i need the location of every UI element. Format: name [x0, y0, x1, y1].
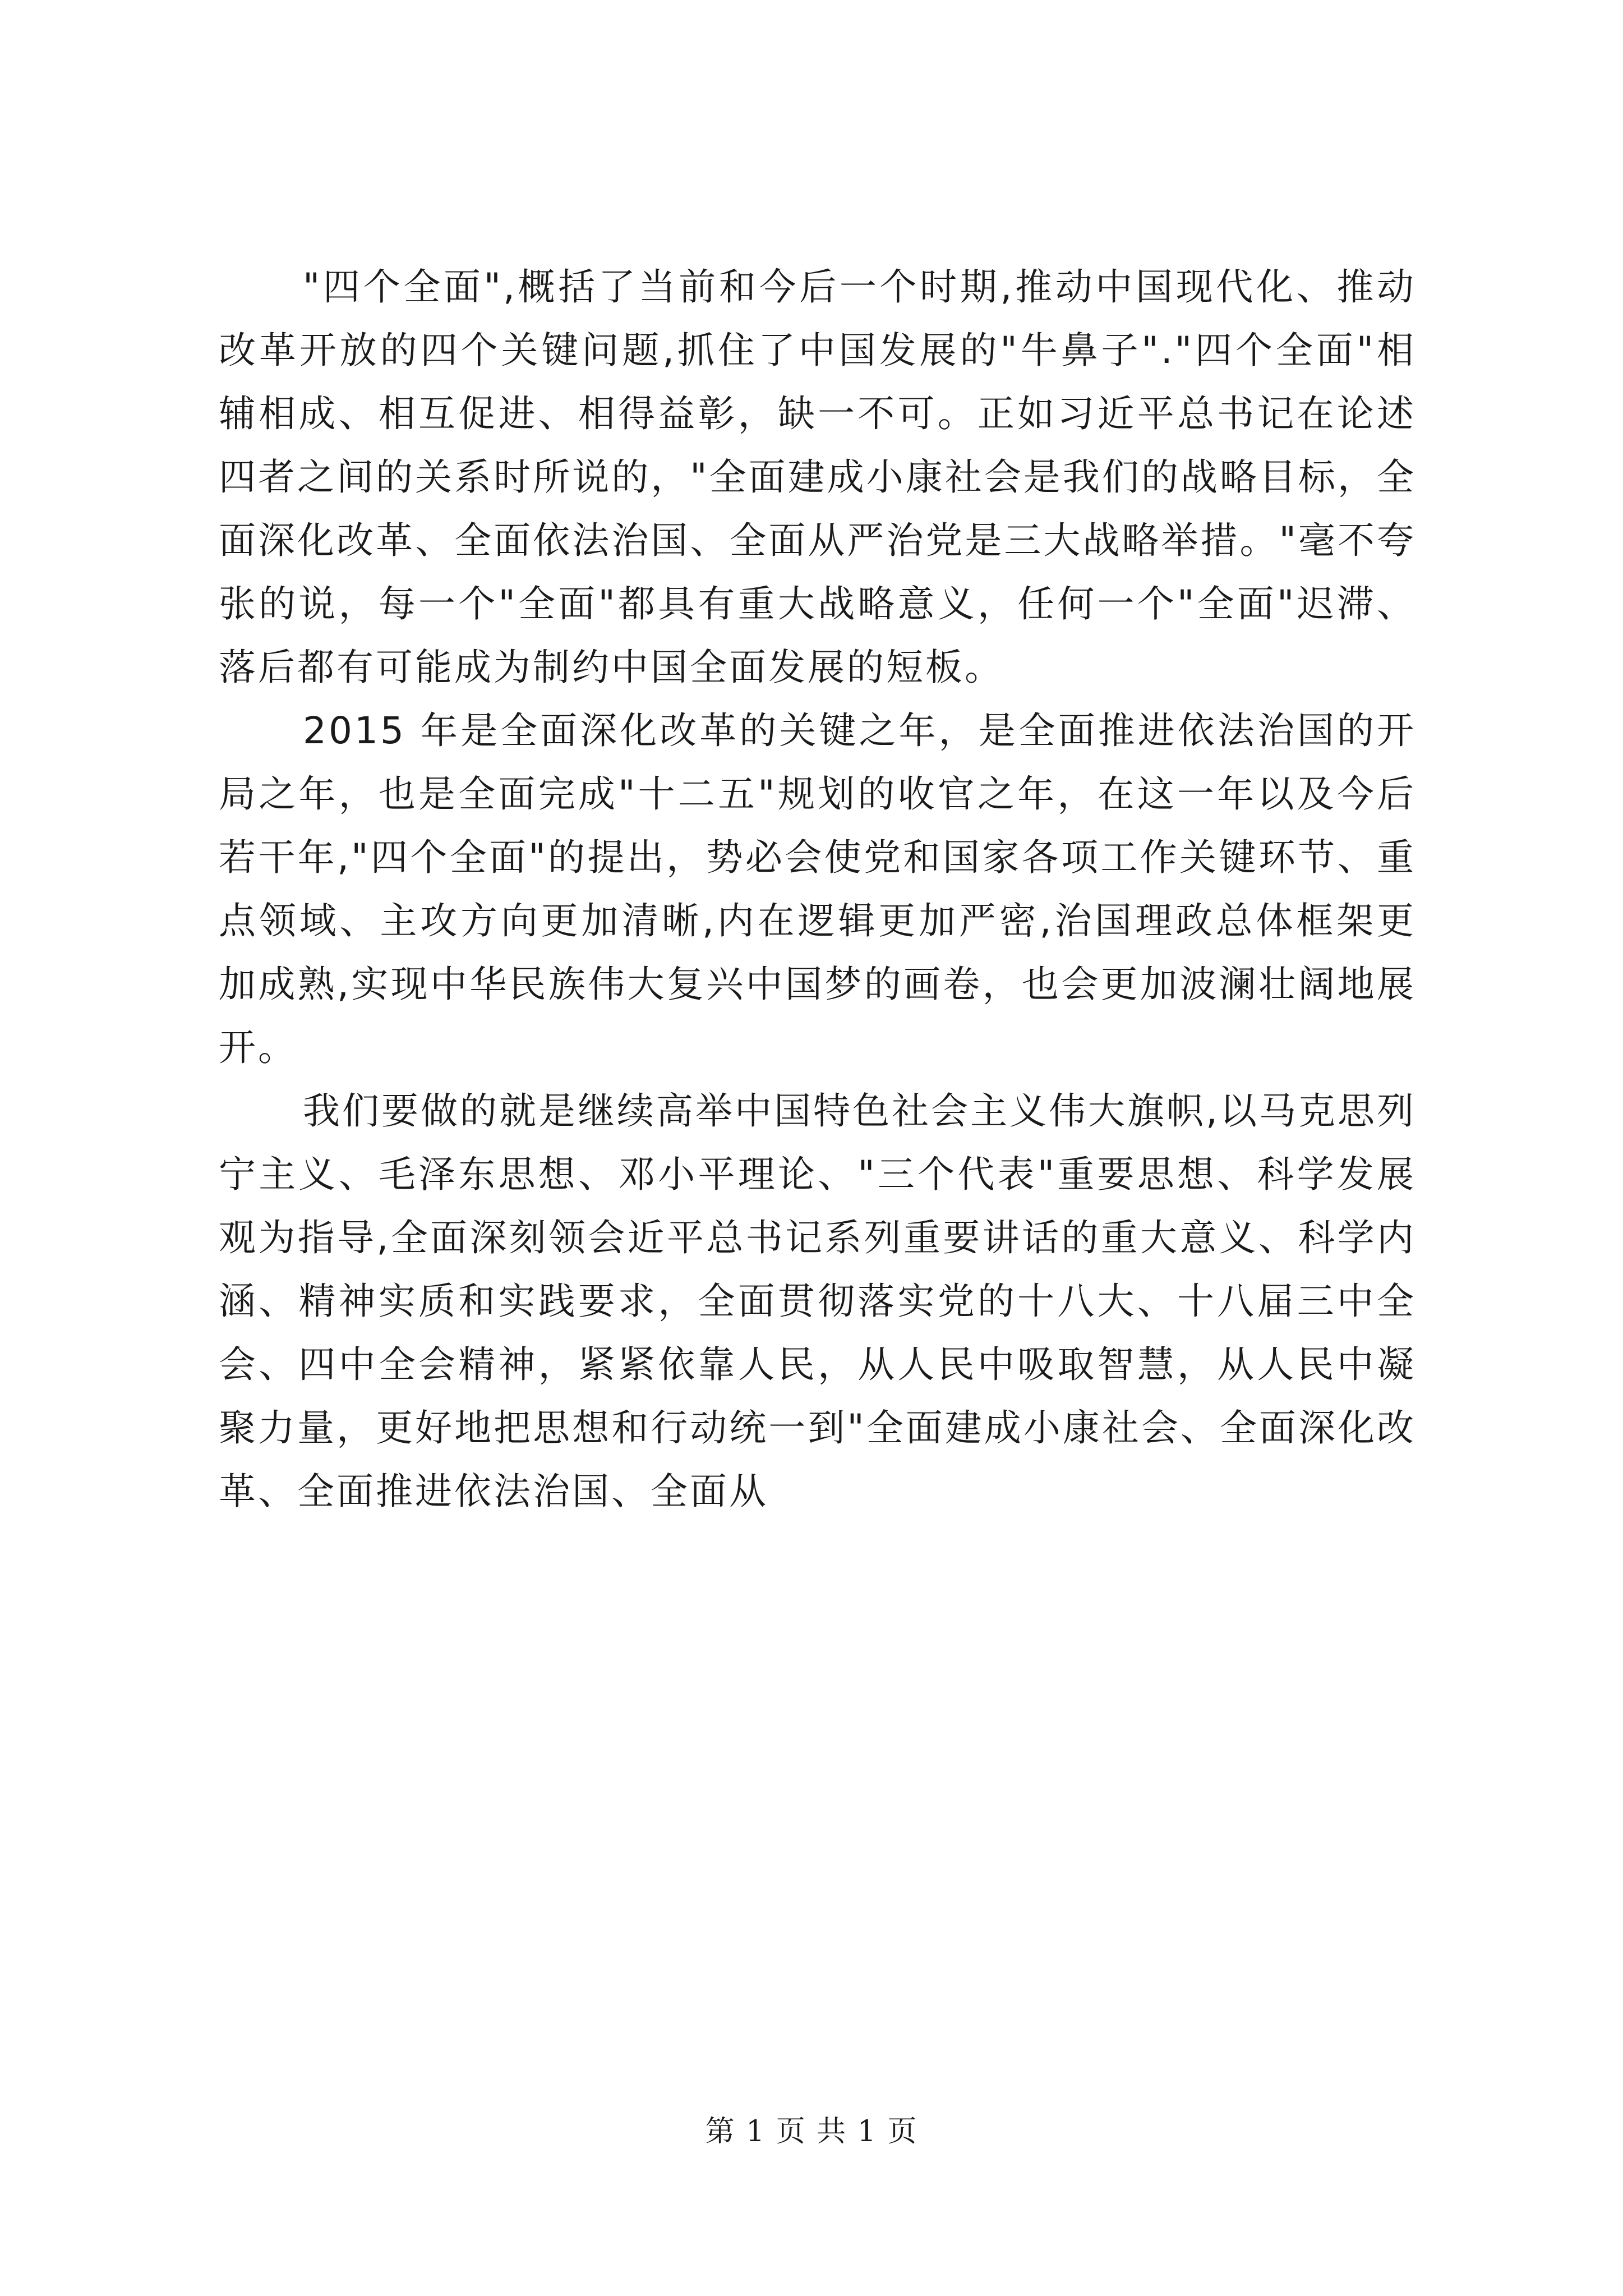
paragraph-1: "四个全面",概括了当前和今后一个时期,推动中国现代化、推动改革开放的四个关键问题,抓住了中国发展的"牛鼻子"."四个全面"相辅相成、相互促进、相得益彰，缺一不可。正如习近平总书记在论述四者之间的关系时所说的，"全面建成小康社会是我们的战略目标，全面深化改革、全面依法治国、全面从严治党是三大战略举措。"毫不夸张的说，每一个"全面"都具有重大战略意义，任何一个"全面"迟滞、落后都有可能成为制约中国全面发展的短板。	[219, 265, 1416, 689]
document-body	[219, 255, 1416, 1523]
page-number-footer: 第 1 页 共 1 页	[705, 2115, 918, 2148]
paragraph-3: 我们要做的就是继续高举中国特色社会主义伟大旗帜,以马克思列宁主义、毛泽东思想、邓小平理论、"三个代表"重要思想、科学发展观为指导,全面深刻领会近平总书记系列重要讲话的重大意义、科学内涵、精神实质和实践要求，全面贯彻落实党的十八大、十八届三中全会、四中全会精神，紧紧依靠人民，从人民中吸取智慧，从人民中凝聚力量，更好地把思想和行动统一到"全面建成小康社会、全面深化改革、全面推进依法治国、全面从	[219, 1089, 1416, 1513]
paragraph-2: 2015 年是全面深化改革的关键之年，是全面推进依法治国的开局之年，也是全面完成"十二五"规划的收官之年，在这一年以及今后若干年,"四个全面"的提出，势必会使党和国家各项工作关键环节、重点领域、主攻方向更加清晰,内在逻辑更加严密,治国理政总体框架更加成熟,实现中华民族伟大复兴中国梦的画卷，也会更加波澜壮阔地展开。	[219, 709, 1416, 1069]
